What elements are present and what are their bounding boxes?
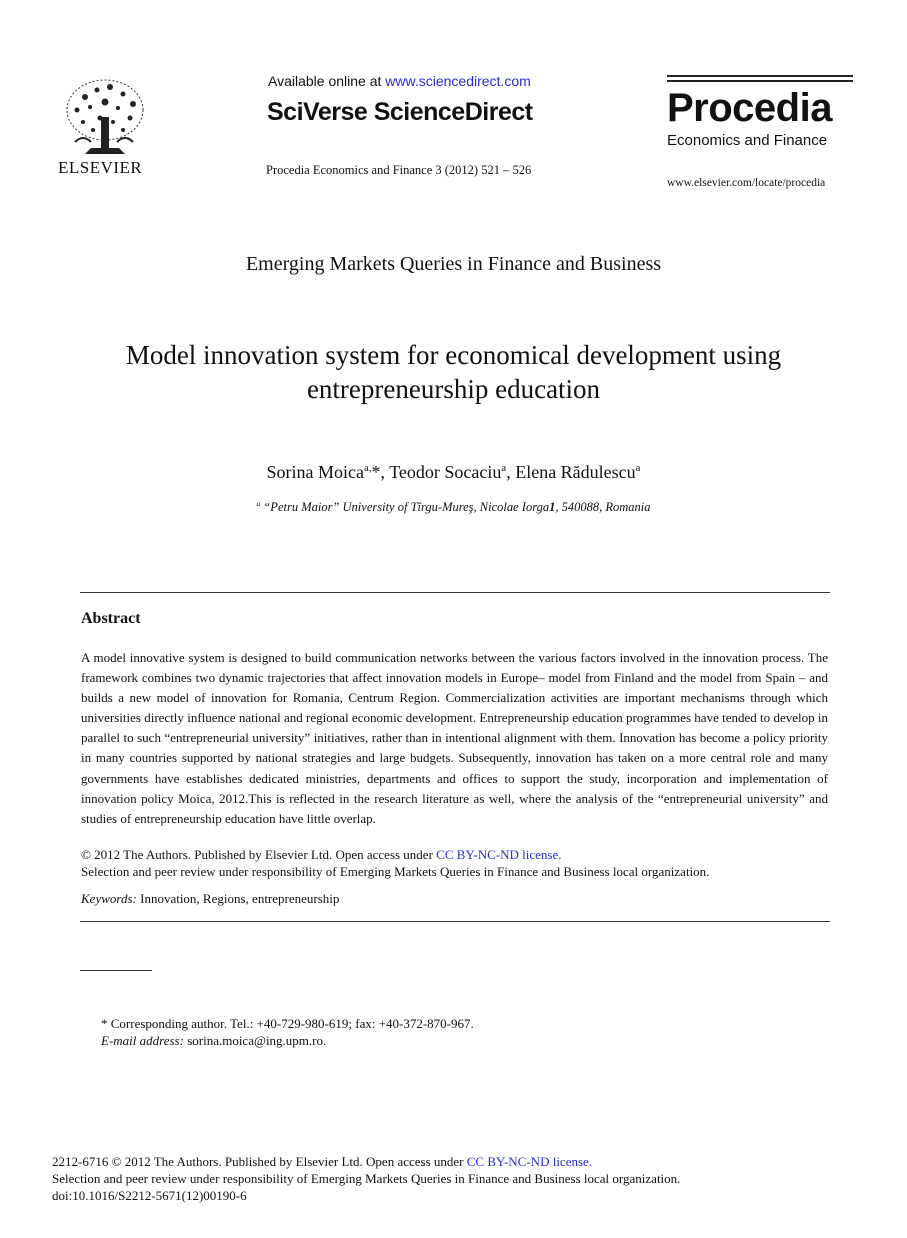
- affil-marker: a: [256, 499, 261, 508]
- sciverse-logo: SciVerse ScienceDirect: [267, 98, 533, 126]
- footnote: [101, 1015, 474, 1049]
- author-name: , Teodor Socaciu: [380, 462, 502, 482]
- affil-number: 1: [549, 500, 556, 515]
- peer-review-note: Selection and peer review under responsibility of Emerging Markets Queries in Finance and Business local organization.: [52, 1171, 681, 1186]
- conference-name: Emerging Markets Queries in Finance and Business: [245, 253, 662, 275]
- available-prefix: Available online at: [268, 73, 386, 89]
- keywords-label: Keywords:: [81, 891, 137, 906]
- procedia-wordmark: Procedia: [667, 86, 832, 130]
- author-name: , Elena Rădulescu: [506, 462, 636, 482]
- license-link[interactable]: CC BY-NC-ND license.: [466, 1154, 593, 1169]
- journal-reference: Procedia Economics and Finance 3 (2012) 521 – 526: [266, 163, 532, 177]
- logo-rule: [667, 75, 853, 77]
- copyright-notice: [81, 846, 709, 880]
- doi[interactable]: doi:10.1016/S2212-5671(12)00190-6: [52, 1188, 247, 1203]
- affiliation: [0, 499, 907, 515]
- available-online: [268, 73, 531, 89]
- logo-rule: [667, 80, 853, 82]
- divider: [80, 921, 830, 922]
- affil-rest: , 540088, Romania: [555, 500, 651, 515]
- license-link[interactable]: CC BY-NC-ND license.: [436, 847, 562, 862]
- procedia-logo: [667, 75, 853, 149]
- abstract-heading: Abstract: [81, 610, 141, 627]
- keywords: [81, 891, 339, 907]
- divider: [80, 592, 830, 593]
- sciencedirect-link[interactable]: www.sciencedirect.com: [385, 73, 531, 89]
- paper-title: [60, 338, 847, 406]
- keywords-values: Innovation, Regions, entrepreneurship: [136, 891, 340, 906]
- affil-marker: a: [635, 462, 641, 474]
- footnote-rule: [80, 970, 152, 971]
- procedia-subtitle: Economics and Finance: [667, 132, 828, 149]
- affil-text: “Petru Maior” University of Tîrgu-Mureş, Nicolae Iorga: [260, 500, 550, 515]
- peer-review-note: Selection and peer review under responsibility of Emerging Markets Queries in Finance and Business local organization.: [81, 864, 710, 879]
- copyright-text: © 2012 The Authors. Published by Elsevier Ltd. Open access under: [81, 847, 437, 862]
- affil-marker: a: [501, 462, 507, 474]
- title-line: Model innovation system for economical development using: [125, 340, 782, 370]
- author-list: [0, 462, 907, 483]
- title-line: entrepreneurship education: [306, 374, 601, 404]
- email-label: E-mail address:: [101, 1033, 184, 1048]
- elsevier-wordmark: ELSEVIER: [58, 158, 143, 177]
- author-name: Sorina Moica: [266, 462, 365, 482]
- procedia-url[interactable]: www.elsevier.com/locate/procedia: [667, 177, 826, 189]
- corresponding-author: * Corresponding author. Tel.: +40-729-980-619; fax: +40-372-870-967.: [101, 1016, 474, 1031]
- corresponding-marker: *: [371, 462, 381, 482]
- email-address[interactable]: sorina.moica@ing.upm.ro.: [183, 1033, 327, 1048]
- abstract-text: A model innovative system is designed to build communication networks between the various factors involved in the innovation process. The framework combines two dynamic trajectories that affect innovation models in Europe– model from Finland and the model from Spain – and builds a new model of innovation for Romania, Centrum Region. Commercialization activities are important mechanisms through which universities directly influence national and regional economic development. Entrepreneurship education programmes have tended to develop in parallel to such “entrepreneurial university” initiatives, rather than in intentional alignment with them. Innovation has become a policy priority in many countries supported by national strategies and large budgets. Subsequently, innovation has taken on a more central role and many governments have establishes dedicated ministries, departments and offices to support the study, incorporation and implementation of innovation policy Moica, 2012.This is reflected in the research literature as well, where the analysis of the “entrepreneurial university” and studies of entrepreneurship education have little overlap.: [81, 650, 828, 826]
- bottom-info: [52, 1153, 680, 1204]
- issn-copyright: 2212-6716 © 2012 The Authors. Published by Elsevier Ltd. Open access under: [52, 1154, 467, 1169]
- affil-marker: a,: [364, 462, 372, 474]
